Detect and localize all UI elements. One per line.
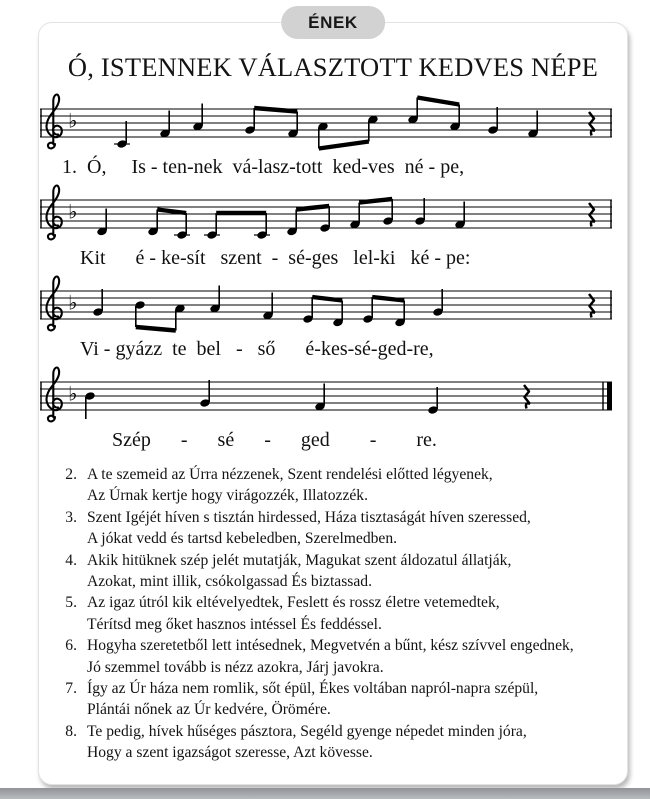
page-bottom-shadow <box>0 788 650 799</box>
verse-text-line: Plántái nőnek az Úr kedvére, Örömére. <box>87 701 331 719</box>
note <box>254 213 270 240</box>
note <box>382 199 393 226</box>
note <box>174 213 190 240</box>
verse <box>55 464 627 507</box>
note <box>96 209 107 237</box>
treble-clef-icon <box>47 276 62 330</box>
verse-text <box>87 550 511 593</box>
staff-svg <box>40 364 615 428</box>
note <box>362 297 373 324</box>
note <box>407 98 418 125</box>
flat-sign: ♭ <box>68 108 78 133</box>
verse-text-line: Azokat, mint illik, csókolgassad És biztassad. <box>87 573 372 591</box>
staff-system <box>40 273 627 361</box>
verse-text-line: Térítsd meg őket hasznos intéssel És feddéssel. <box>87 615 382 633</box>
note <box>92 289 103 317</box>
verses-list <box>39 464 627 764</box>
verse-text-line: Hogy a szent igazságot szeresse, Azt kövesse. <box>87 744 373 762</box>
note <box>204 213 220 240</box>
note <box>174 304 185 331</box>
treble-clef-icon <box>47 94 62 148</box>
verse <box>55 507 627 550</box>
verse-text-line: Szent Igéjét híven s tisztán hirdessed, Háza tisztaságát híven szeressed, <box>87 508 531 526</box>
note <box>192 104 203 132</box>
note <box>244 108 255 135</box>
staff-svg <box>40 182 615 246</box>
verse <box>55 721 627 764</box>
note <box>159 111 170 139</box>
verse-text-line: Hogyha szeretetből lett intésednek, Megvetvén a bűnt, kész szívvel engednek, <box>87 637 574 655</box>
beam <box>417 98 459 105</box>
verse-text-line: Te pedig, hívek hűséges pásztora, Segéld gyenge népedet minden jóra, <box>87 722 527 740</box>
verse-text <box>87 507 531 550</box>
note <box>427 387 438 415</box>
verse-number: 5. <box>65 594 77 612</box>
note <box>209 286 220 314</box>
verse-text <box>87 721 527 764</box>
treble-clef-icon <box>47 185 62 239</box>
verse-text-line: Az Úrnak kertje hogy virágozzék, Illatozzék. <box>87 487 368 505</box>
verse-number: 6. <box>65 637 77 655</box>
music-notation-block <box>39 91 627 452</box>
verse-text-line: Akik hitüknek szép jelét mutatják, Magukat szent áldozatul állatják, <box>87 551 512 569</box>
verse <box>55 550 627 593</box>
barline-final-thick <box>607 382 612 410</box>
note <box>134 300 145 327</box>
verse <box>55 678 627 721</box>
lyric-line: Kit é - ke-sít szent - sé-ges lel-ki ké - pe: <box>80 247 471 269</box>
flat-sign: ♭ <box>68 381 78 406</box>
note <box>487 107 498 135</box>
verse-text-line: A jókat vedd és tartsd kebeledben, Szerelmedben. <box>87 530 398 548</box>
staff-svg <box>40 273 615 337</box>
note <box>84 391 95 419</box>
note <box>262 293 273 321</box>
beam <box>319 142 369 149</box>
staff-system <box>40 91 627 179</box>
flat-sign: ♭ <box>68 290 78 315</box>
note <box>114 121 130 149</box>
lyric-line: Szép - sé - ged - re. <box>112 429 437 451</box>
verse-text-line: Jó szemmel tovább is nézz azokra, Járj javokra. <box>87 658 384 676</box>
note <box>319 206 330 233</box>
verse-number: 7. <box>65 680 77 698</box>
verse-number: 4. <box>65 551 77 569</box>
flat-sign: ♭ <box>68 199 78 224</box>
note <box>199 380 210 408</box>
hymn-title: Ó, ISTENNEK VÁLASZTOTT KEDVES NÉPE <box>67 52 599 82</box>
note <box>527 111 538 139</box>
beam <box>157 210 186 214</box>
verse-number: 8. <box>65 722 77 740</box>
staff-svg <box>40 91 615 155</box>
verse-number: 2. <box>65 466 77 483</box>
staff-system <box>40 182 627 270</box>
verse-text-line: Az igaz útról kik eltévelyedtek, Feslett és rossz életre vetemedtek, <box>87 594 500 612</box>
note <box>414 198 425 226</box>
lyric-line: 1. Ó, Is - ten-nek vá-lasz-tott ked-ves né - pe, <box>62 156 465 178</box>
note <box>454 202 465 230</box>
verse <box>55 592 627 635</box>
hymn-page-card <box>38 13 628 785</box>
verse-text <box>87 635 574 678</box>
verse-text-line: A te szemeid az Úrra nézzenek, Szent rendelési előtted légyenek, <box>87 466 493 483</box>
note <box>317 122 328 149</box>
verse-text <box>87 592 500 635</box>
verse-text-line: Így az Úr háza nem romlik, sőt épül, Ékes voltában napról-napra szépül, <box>87 680 539 698</box>
verse-text <box>87 678 538 721</box>
note <box>302 297 313 324</box>
note <box>314 384 325 412</box>
song-type-badge: ÉNEK <box>281 6 385 39</box>
staff-system <box>40 364 627 452</box>
verse-number: 3. <box>65 508 77 526</box>
verse-text <box>87 464 493 507</box>
beam <box>136 327 176 331</box>
verse <box>55 635 627 678</box>
note <box>432 289 443 317</box>
lyric-line: Vi - gyázz te bel - ső é-kes-sé-ged-re, <box>80 338 434 360</box>
treble-clef-icon <box>47 367 62 421</box>
